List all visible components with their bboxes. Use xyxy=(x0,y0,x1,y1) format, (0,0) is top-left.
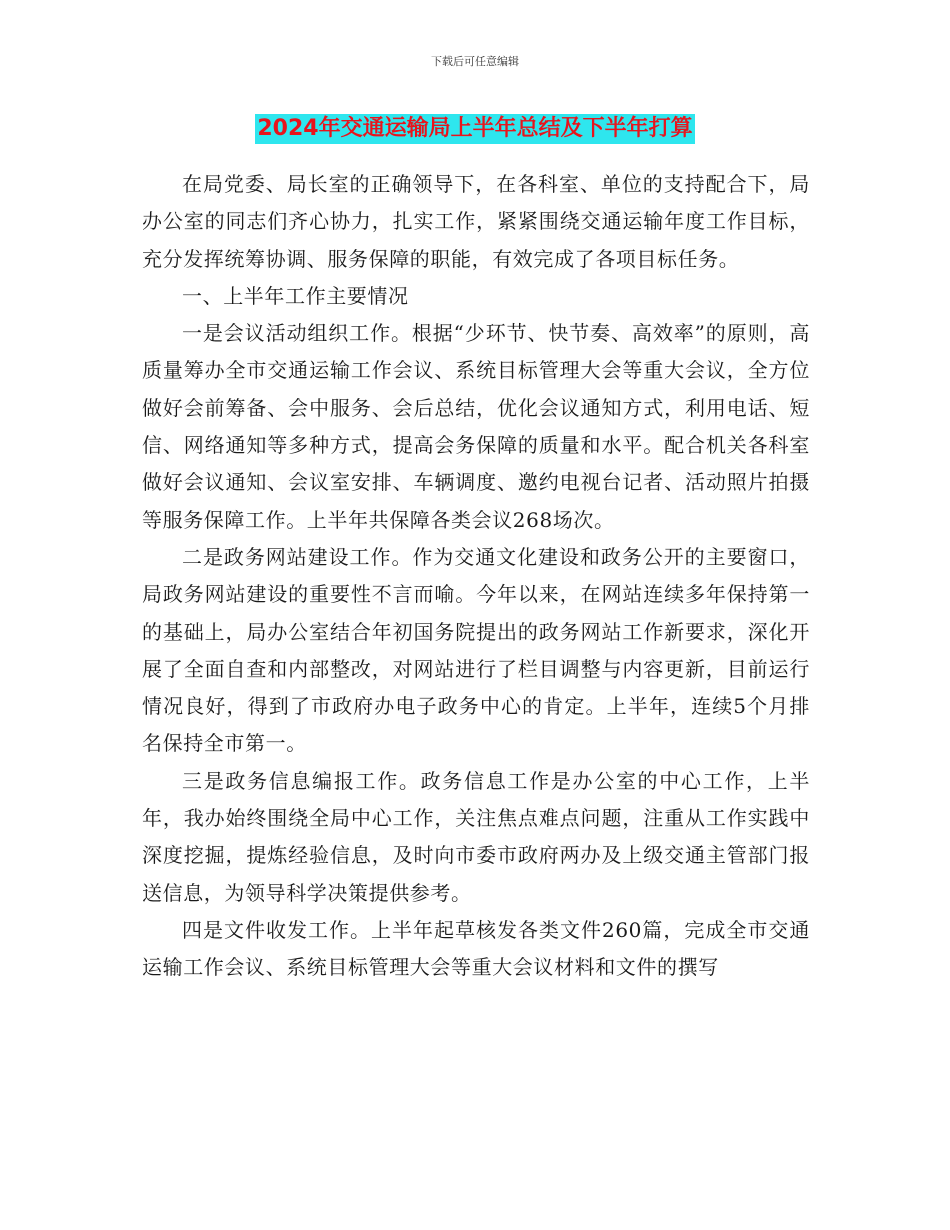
document-title: 2024年交通运输局上半年总结及下半年打算 xyxy=(255,114,694,144)
paragraph-documents: 四是文件收发工作。上半年起草核发各类文件260篇，完成全市交通运输工作会议、系统目标管理大会等重大会议材料和文件的撰写 xyxy=(142,917,810,980)
paragraph-information: 三是政务信息编报工作。政务信息工作是办公室的中心工作，上半年，我办始终围绕全局中心工作，关注焦点难点问题，注重从工作实践中深度挖掘，提炼经验信息，及时向市委市政府两办及上级交通主管部门报送信息，为领导科学决策提供参考。 xyxy=(142,768,810,905)
paragraph-meetings: 一是会议活动组织工作。根据“少环节、快节奏、高效率”的原则，高质量筹办全市交通运输工作会议、系统目标管理大会等重大会议，全方位做好会前筹备、会中服务、会后总结，优化会议通知方式，利用电话、短信、网络通知等多种方式，提高会务保障的质量和水平。配合机关各科室做好会议通知、会议室安排、车辆调度、邀约电视台记者、活动照片拍摄等服务保障工作。上半年共保障各类会议268场次。 xyxy=(142,321,810,532)
section-heading: 一、上半年工作主要情况 xyxy=(182,283,409,308)
paragraph-intro: 在局党委、局长室的正确领导下，在各科室、单位的支持配合下，局办公室的同志们齐心协力，扎实工作，紧紧围绕交通运输年度工作目标，充分发挥统筹协调、服务保障的职能，有效完成了各项目标任务。 xyxy=(142,172,810,271)
title-wrap xyxy=(0,114,950,144)
document-body xyxy=(142,166,810,987)
paragraph-website: 二是政务网站建设工作。作为交通文化建设和政务公开的主要窗口，局政务网站建设的重要性不言而喻。今年以来，在网站连续多年保持第一的基础上，局办公室结合年初国务院提出的政务网站工作新要求，深化开展了全面自查和内部整改，对网站进行了栏目调整与内容更新，目前运行情况良好，得到了市政府办电子政务中心的肯定。上半年，连续5个月排名保持全市第一。 xyxy=(142,544,810,756)
header-note: 下载后可任意编辑 xyxy=(431,55,519,68)
